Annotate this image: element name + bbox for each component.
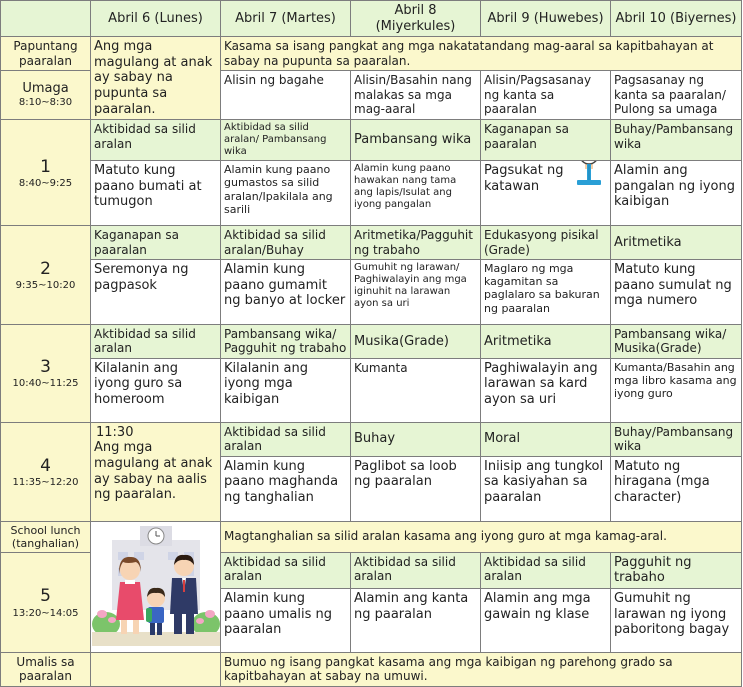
cell-p4-monday-wrap bbox=[91, 422, 221, 521]
label-umalis-1: Umalis sa bbox=[16, 655, 75, 670]
cell-p2-monday-subject: Kaganapan sa paaralan bbox=[91, 226, 221, 260]
cell-p3-wednesday-subject: Musika(Grade) bbox=[351, 324, 481, 358]
cell-p1-wednesday-subject: Pambansang wika bbox=[351, 120, 481, 161]
cell-p2-thursday-subject: Edukasyong pisikal (Grade) bbox=[481, 226, 611, 260]
cell-umaga-thursday: Alisin/Pagsasanay ng kanta sa paaralan bbox=[481, 71, 611, 120]
label-lunch-2: (tanghalian) bbox=[11, 536, 80, 550]
cell-p4-monday-time: 11:30 bbox=[96, 424, 134, 440]
cell-p2-wednesday: Gumuhit ng larawan/ Paghiwalayin ang mga iginuhit na larawan ayon sa uri bbox=[351, 259, 481, 324]
label-umaga: Umaga bbox=[22, 81, 69, 97]
row-label-period-3 bbox=[1, 324, 91, 422]
cell-umaga-friday: Pagsasanay ng kanta sa paaralan/ Pulong sa umaga bbox=[611, 71, 742, 120]
label-lunch-1: School lunch bbox=[10, 523, 81, 537]
cell-p1-tuesday-subject: Aktibidad sa silid aralan/ Pambansang wika bbox=[221, 120, 351, 161]
header-corner bbox=[1, 1, 91, 37]
cell-p2-monday: Seremonya ng pagpasok bbox=[91, 259, 221, 324]
cell-p3-wednesday: Kumanta bbox=[351, 358, 481, 422]
cell-p1-thursday-wrap bbox=[481, 161, 611, 226]
cell-p1-thursday: Pagsukat ng katawan bbox=[484, 163, 564, 194]
label-papuntang-2: paaralan bbox=[19, 53, 72, 68]
cell-p3-friday: Kumanta/Basahin ang mga libro kasama ang iyong guro bbox=[611, 358, 742, 422]
cell-p2-tuesday-subject: Aktibidad sa silid aralan/Buhay bbox=[221, 226, 351, 260]
label-umalis-2: paaralan bbox=[19, 669, 72, 684]
header-day-wednesday: Abril 8 (Miyerkules) bbox=[351, 1, 481, 37]
family-school-illustration bbox=[92, 522, 220, 646]
cell-p4-tuesday: Alamin kung paano maghanda ng tanghalian bbox=[221, 456, 351, 521]
cell-p1-friday: Alamin ang pangalan ng iyong kaibigan bbox=[611, 161, 742, 226]
header-day-thursday: Abril 9 (Huwebes) bbox=[481, 1, 611, 37]
period-4-number: 4 bbox=[40, 455, 51, 476]
cell-p4-friday: Matuto ng hiragana (mga character) bbox=[611, 456, 742, 521]
row-label-period-1 bbox=[1, 120, 91, 226]
period-1-number: 1 bbox=[40, 156, 51, 177]
cell-p1-wednesday: Alamin kung paano hawakan nang tama ang lapis/Isulat ang iyong pangalan bbox=[351, 161, 481, 226]
cell-umalis-monday bbox=[91, 653, 221, 687]
cell-p2-thursday: Maglaro ng mga kagamitan sa paglalaro sa bakuran ng paaralan bbox=[481, 259, 611, 324]
label-papuntang-1: Papuntang bbox=[13, 39, 78, 54]
cell-umaga-tuesday: Alisin ng bagahe bbox=[221, 71, 351, 120]
cell-lunch-span: Magtanghalian sa silid aralan kasama ang iyong guro at mga kamag-aral. bbox=[221, 521, 742, 552]
row-label-period-5 bbox=[1, 552, 91, 652]
cell-p5-wednesday: Alamin ang kanta ng paaralan bbox=[351, 589, 481, 653]
cell-umaga-wednesday: Alisin/Basahin nang malakas sa mga mag-aaral bbox=[351, 71, 481, 120]
cell-p4-thursday: Iniisip ang tungkol sa kasiyahan sa paaralan bbox=[481, 456, 611, 521]
cell-p5-tuesday-subject: Aktibidad sa silid aralan bbox=[221, 552, 351, 588]
cell-p5-thursday: Alamin ang mga gawain ng klase bbox=[481, 589, 611, 653]
period-2-time: 9:35~10:20 bbox=[15, 280, 76, 292]
cell-p2-wednesday-subject: Aritmetika/Pagguhit ng trabaho bbox=[351, 226, 481, 260]
header-day-friday: Abril 10 (Biyernes) bbox=[611, 1, 742, 37]
row-label-period-4 bbox=[1, 422, 91, 521]
cell-p2-tuesday: Alamin kung paano gumamit ng banyo at locker bbox=[221, 259, 351, 324]
period-1-time: 8:40~9:25 bbox=[18, 177, 73, 189]
cell-p5-friday: Gumuhit ng larawan ng iyong paboritong bagay bbox=[611, 589, 742, 653]
cell-p4-tuesday-subject: Aktibidad sa silid aralan bbox=[221, 422, 351, 456]
body-scale-icon bbox=[572, 161, 606, 194]
cell-p4-monday: Ang mga magulang at anak ay sabay na aalis ng paaralan. bbox=[94, 440, 213, 503]
cell-p2-friday-subject: Aritmetika bbox=[611, 226, 742, 260]
header-day-monday: Abril 6 (Lunes) bbox=[91, 1, 221, 37]
cell-p1-monday: Matuto kung paano bumati at tumugon bbox=[91, 161, 221, 226]
cell-p5-wednesday-subject: Aktibidad sa silid aralan bbox=[351, 552, 481, 588]
cell-p3-thursday: Paghiwalayin ang larawan sa kard ayon sa uri bbox=[481, 358, 611, 422]
period-3-time: 10:40~11:25 bbox=[12, 378, 79, 390]
period-4-time: 11:35~12:20 bbox=[12, 476, 79, 488]
period-5-number: 5 bbox=[40, 586, 51, 607]
cell-p3-monday-subject: Aktibidad sa silid aralan bbox=[91, 324, 221, 358]
cell-p5-tuesday: Alamin kung paano umalis ng paaralan bbox=[221, 589, 351, 653]
cell-p3-friday-subject: Pambansang wika/ Musika(Grade) bbox=[611, 324, 742, 358]
cell-p2-friday: Matuto kung paano sumulat ng mga numero bbox=[611, 259, 742, 324]
cell-p5-thursday-subject: Aktibidad sa silid aralan bbox=[481, 552, 611, 588]
cell-papuntang-monday: Ang mga magulang at anak ay sabay na pupunta sa paaralan. bbox=[91, 37, 221, 120]
row-label-papuntang bbox=[1, 37, 91, 71]
row-label-lunch bbox=[1, 521, 91, 552]
header-day-tuesday: Abril 7 (Martes) bbox=[221, 1, 351, 37]
cell-p4-wednesday-subject: Buhay bbox=[351, 422, 481, 456]
family-illustration-cell bbox=[91, 521, 221, 653]
cell-p3-tuesday-subject: Pambansang wika/ Pagguhit ng trabaho bbox=[221, 324, 351, 358]
row-label-umaga bbox=[1, 71, 91, 120]
period-2-number: 2 bbox=[40, 259, 51, 279]
cell-umalis-span: Bumuo ng isang pangkat kasama ang mga kaibigan ng parehong grado sa kapitbahayan at sabay na umuwi. bbox=[221, 653, 742, 687]
cell-p4-wednesday: Paglibot sa loob ng paaralan bbox=[351, 456, 481, 521]
cell-p5-friday-subject: Pagguhit ng trabaho bbox=[611, 552, 742, 588]
cell-p1-thursday-subject: Kaganapan sa paaralan bbox=[481, 120, 611, 161]
cell-p4-friday-subject: Buhay/Pambansang wika bbox=[611, 422, 742, 456]
cell-p1-tuesday: Alamin kung paano gumastos sa silid aralan/Ipakilala ang sarili bbox=[221, 161, 351, 226]
cell-papuntang-span: Kasama sa isang pangkat ang mga nakatatandang mag-aaral sa kapitbahayan at sabay na pupunta sa paaralan. bbox=[221, 37, 742, 71]
cell-p1-friday-subject: Buhay/Pambansang wika bbox=[611, 120, 742, 161]
cell-p3-tuesday: Kilalanin ang iyong mga kaibigan bbox=[221, 358, 351, 422]
cell-p1-monday-subject: Aktibidad sa silid aralan bbox=[91, 120, 221, 161]
row-label-period-2 bbox=[1, 226, 91, 325]
label-umaga-time: 8:10~8:30 bbox=[18, 97, 73, 109]
cell-p3-monday: Kilalanin ang iyong guro sa homeroom bbox=[91, 358, 221, 422]
period-5-time: 13:20~14:05 bbox=[12, 607, 79, 619]
cell-p4-thursday-subject: Moral bbox=[481, 422, 611, 456]
cell-p3-thursday-subject: Aritmetika bbox=[481, 324, 611, 358]
row-label-umalis bbox=[1, 653, 91, 687]
period-3-number: 3 bbox=[40, 357, 51, 378]
